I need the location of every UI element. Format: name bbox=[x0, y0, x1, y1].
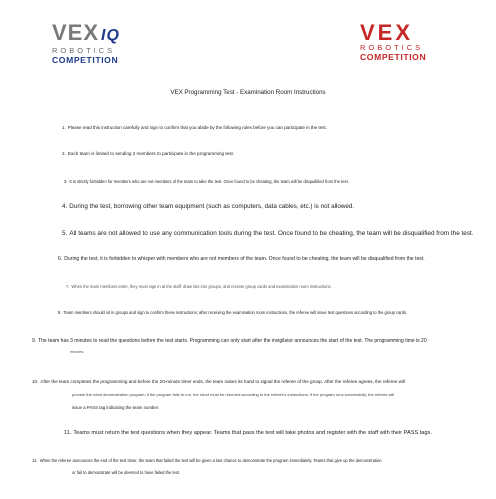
rule-11: 11. Teams must return the test questions when they appear. Teams that pass the test will take photos and register with the staff with their PASS tags. bbox=[64, 430, 432, 436]
page-title: VEX Programming Test - Examination Room Instructions bbox=[170, 89, 326, 96]
rule-12-continuation: or fail to demonstrate will be deemed to have failed the test. bbox=[72, 470, 181, 475]
rule-9: 9. The team has 3 minutes to read the questions before the test starts. Programming can only start after the invigilator announces the start of the test. The programming time is 20 minutes. bbox=[32, 336, 427, 358]
vex-iq-logo-word: VEX IQ bbox=[52, 20, 120, 45]
rule-10-line-3: issue a PASS tag indicating the team number. bbox=[72, 405, 160, 410]
vex-iq-logo-competition: COMPETITION bbox=[52, 55, 119, 65]
rule-1: 1. Please read this instruction carefully and sign to confirm that you abide by the following rules before you can participate in the test. bbox=[62, 125, 327, 130]
vrc-logo-word: VEX bbox=[360, 20, 414, 45]
vrc-logo-competition: COMPETITION bbox=[360, 52, 427, 62]
rule-9-continuation: minutes. bbox=[70, 350, 85, 354]
rule-6: 6. During the test, it is forbidden to whisper with members who are not members of the team. Once found to be cheating, the team will be disqualified from the test. bbox=[58, 256, 425, 262]
rule-12: 12. When the referee announces the end of the test timer, the team that failed the test will be given a last chance to demonstrate the program immediately. Teams that give up the demonstration or fail to demonstrate will be deemed to have failed the test. bbox=[32, 455, 382, 479]
rule-8: 8. Team members should sit in groups and sign to confirm these instructions; after receiving the examination room instructions, the referee will issue test questions according to the group cards. bbox=[58, 310, 408, 315]
vex-robotics-competition-logo bbox=[360, 22, 460, 62]
vex-iq-logo-robotics: ROBOTICS bbox=[52, 46, 116, 55]
rule-7: 7. When the team members enter, they must sign in at the staff, draw lots into groups, and receive group cards and examination room instructions. bbox=[66, 284, 332, 289]
rule-3: 3. It is strictly forbidden for members who are not members of the team to take the test. Once found to be cheating, the team will be disqualified from the test. bbox=[64, 179, 349, 184]
rule-2: 2. Each team is limited to sending 2 members to participate in the programming test. bbox=[62, 151, 235, 156]
rule-5: 5. All teams are not allowed to use any communication tools during the test. Once found to be cheating, the team will be disqualified from the test. bbox=[62, 230, 474, 237]
rule-10-line-2: provide the robot demonstration program; if the program fails to run, the robot must be returned according to the referee's instructions; if the program runs successfully, the referee will bbox=[72, 392, 395, 397]
rule-10: 10. After the team completes the programming and before the 20-minute timer ends, the team raises its hand to signal the referee of the group. After the referee agrees, the referee will provide the robot demonstration program; if the program fails to run, the robot must be returned according to the referee's instructions; if the program runs successfully, the referee will issue a PASS tag indicating the team number. bbox=[32, 375, 405, 414]
vrc-logo-robotics: ROBOTICS bbox=[360, 43, 424, 52]
vex-iq-logo bbox=[52, 20, 162, 65]
rule-4: 4. During the test, borrowing other team equipment (such as computers, data cables, etc.) is not allowed. bbox=[62, 203, 355, 210]
